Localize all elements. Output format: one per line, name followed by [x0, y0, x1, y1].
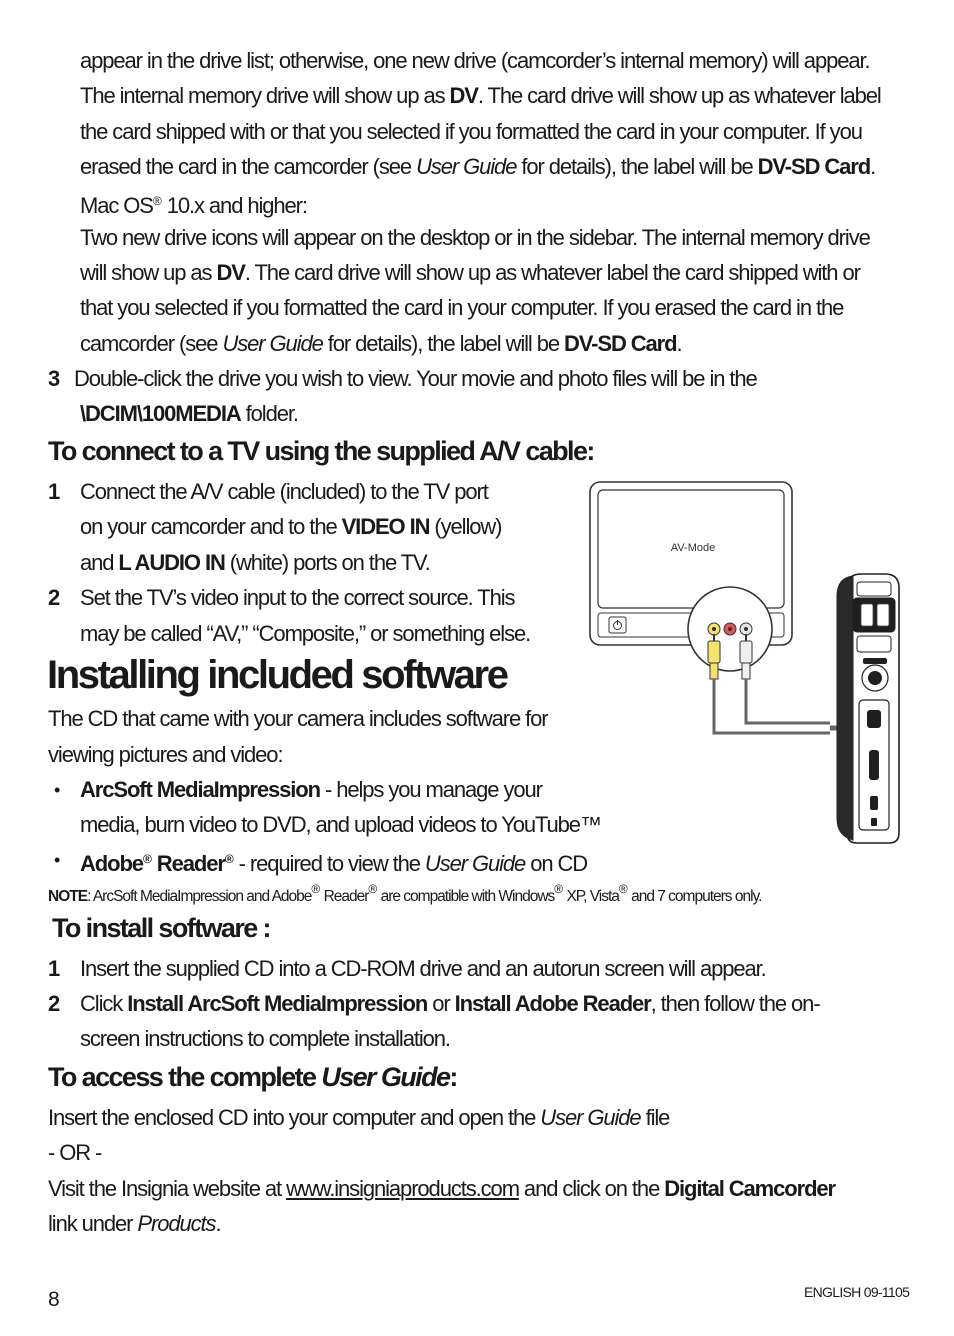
- tv-step-2-line-2: may be called “AV,” “Composite,” or something else.: [80, 621, 531, 646]
- camcorder-icon: [837, 574, 899, 843]
- software-para-line-2: viewing pictures and video:: [48, 742, 283, 767]
- intro-line-4: erased the card in the camcorder (see User Guide for details), the label will be DV-SD Card.: [80, 154, 876, 179]
- guide-heading: To access the complete User Guide:: [48, 1062, 457, 1092]
- tv-step-1-line-1: Connect the A/V cable (included) to the TV port: [80, 479, 488, 504]
- step-3-line-2: \DCIM\100MEDIA folder.: [80, 401, 298, 426]
- tv-step-2-number: 2: [48, 585, 61, 610]
- mac-os-label: Mac OS® 10.x and higher:: [80, 193, 307, 218]
- bullet-arcsoft: •: [54, 780, 61, 800]
- tv-step-1-number: 1: [48, 479, 61, 504]
- step-3-number: 3: [48, 366, 61, 391]
- white-plug-icon: [740, 641, 752, 663]
- insignia-website-link[interactable]: www.insigniaproducts.com: [286, 1176, 519, 1201]
- install-step-2-number: 2: [48, 991, 61, 1016]
- page-number: 8: [48, 1288, 59, 1311]
- step-3-line-1: Double-click the drive you wish to view. Your movie and photo files will be in the: [74, 366, 757, 391]
- tv-step-1-line-2: on your camcorder and to the VIDEO IN (yellow): [80, 514, 502, 539]
- guide-line-3: link under Products.: [48, 1211, 221, 1236]
- tv-camcorder-illustration: [585, 478, 915, 848]
- install-heading: To install software :: [52, 913, 270, 943]
- bullet-adobe: •: [54, 850, 61, 870]
- tv-mode-label: AV-Mode: [670, 542, 716, 554]
- mac-line-1: Two new drive icons will appear on the desktop or in the sidebar. The internal memory drive: [80, 225, 870, 250]
- mac-line-2: will show up as DV. The card drive will show up as whatever label the card shipped with or: [80, 260, 860, 285]
- install-step-2-line-2: screen instructions to complete installation.: [80, 1026, 450, 1051]
- mac-line-3: that you selected if you formatted the card in your computer. If you erased the card in the: [80, 295, 844, 320]
- guide-or-separator: - OR -: [48, 1140, 102, 1165]
- software-para-line-1: The CD that came with your camera includes software for: [48, 706, 548, 731]
- guide-line-1: Insert the enclosed CD into your computer and open the User Guide file: [48, 1105, 670, 1130]
- arcsoft-line-2: media, burn video to DVD, and upload videos to YouTube™: [80, 812, 601, 837]
- guide-line-2: Visit the Insignia website at www.insigniaproducts.com and click on the Digital Camcorder: [48, 1176, 836, 1201]
- adobe-line: Adobe® Reader® - required to view the User Guide on CD: [80, 851, 588, 876]
- mac-line-4: camcorder (see User Guide for details), the label will be DV-SD Card.: [80, 331, 682, 356]
- yellow-plug-icon: [708, 641, 720, 663]
- tv-step-1-line-3: and L AUDIO IN (white) ports on the TV.: [80, 550, 430, 575]
- arcsoft-line-1: ArcSoft MediaImpression - helps you manage your: [80, 777, 542, 802]
- install-step-1-number: 1: [48, 956, 61, 981]
- tv-step-2-line-1: Set the TV’s video input to the correct source. This: [80, 585, 515, 610]
- install-step-1: Insert the supplied CD into a CD-ROM drive and an autorun screen will appear.: [80, 956, 766, 981]
- language-code: ENGLISH 09-1105: [804, 1284, 910, 1300]
- intro-line-2: The internal memory drive will show up as DV. The card drive will show up as whatever label: [80, 83, 881, 108]
- intro-line-3: the card shipped with or that you selected if you formatted the card in your computer. If you: [80, 119, 862, 144]
- install-step-2-line-1: Click Install ArcSoft MediaImpression or Install Adobe Reader, then follow the on-: [80, 991, 820, 1016]
- av-cable: [714, 679, 830, 733]
- tv-section-heading: To connect to a TV using the supplied A/V cable:: [48, 436, 594, 466]
- intro-line-1: appear in the drive list; otherwise, one new drive (camcorder’s internal memory) will appear.: [80, 48, 870, 73]
- compatibility-note: NOTE: ArcSoft MediaImpression and Adobe® Reader® are compatible with Windows® XP, Vista® and 7 computers only.: [48, 882, 762, 905]
- software-heading: Installing included software: [47, 653, 507, 697]
